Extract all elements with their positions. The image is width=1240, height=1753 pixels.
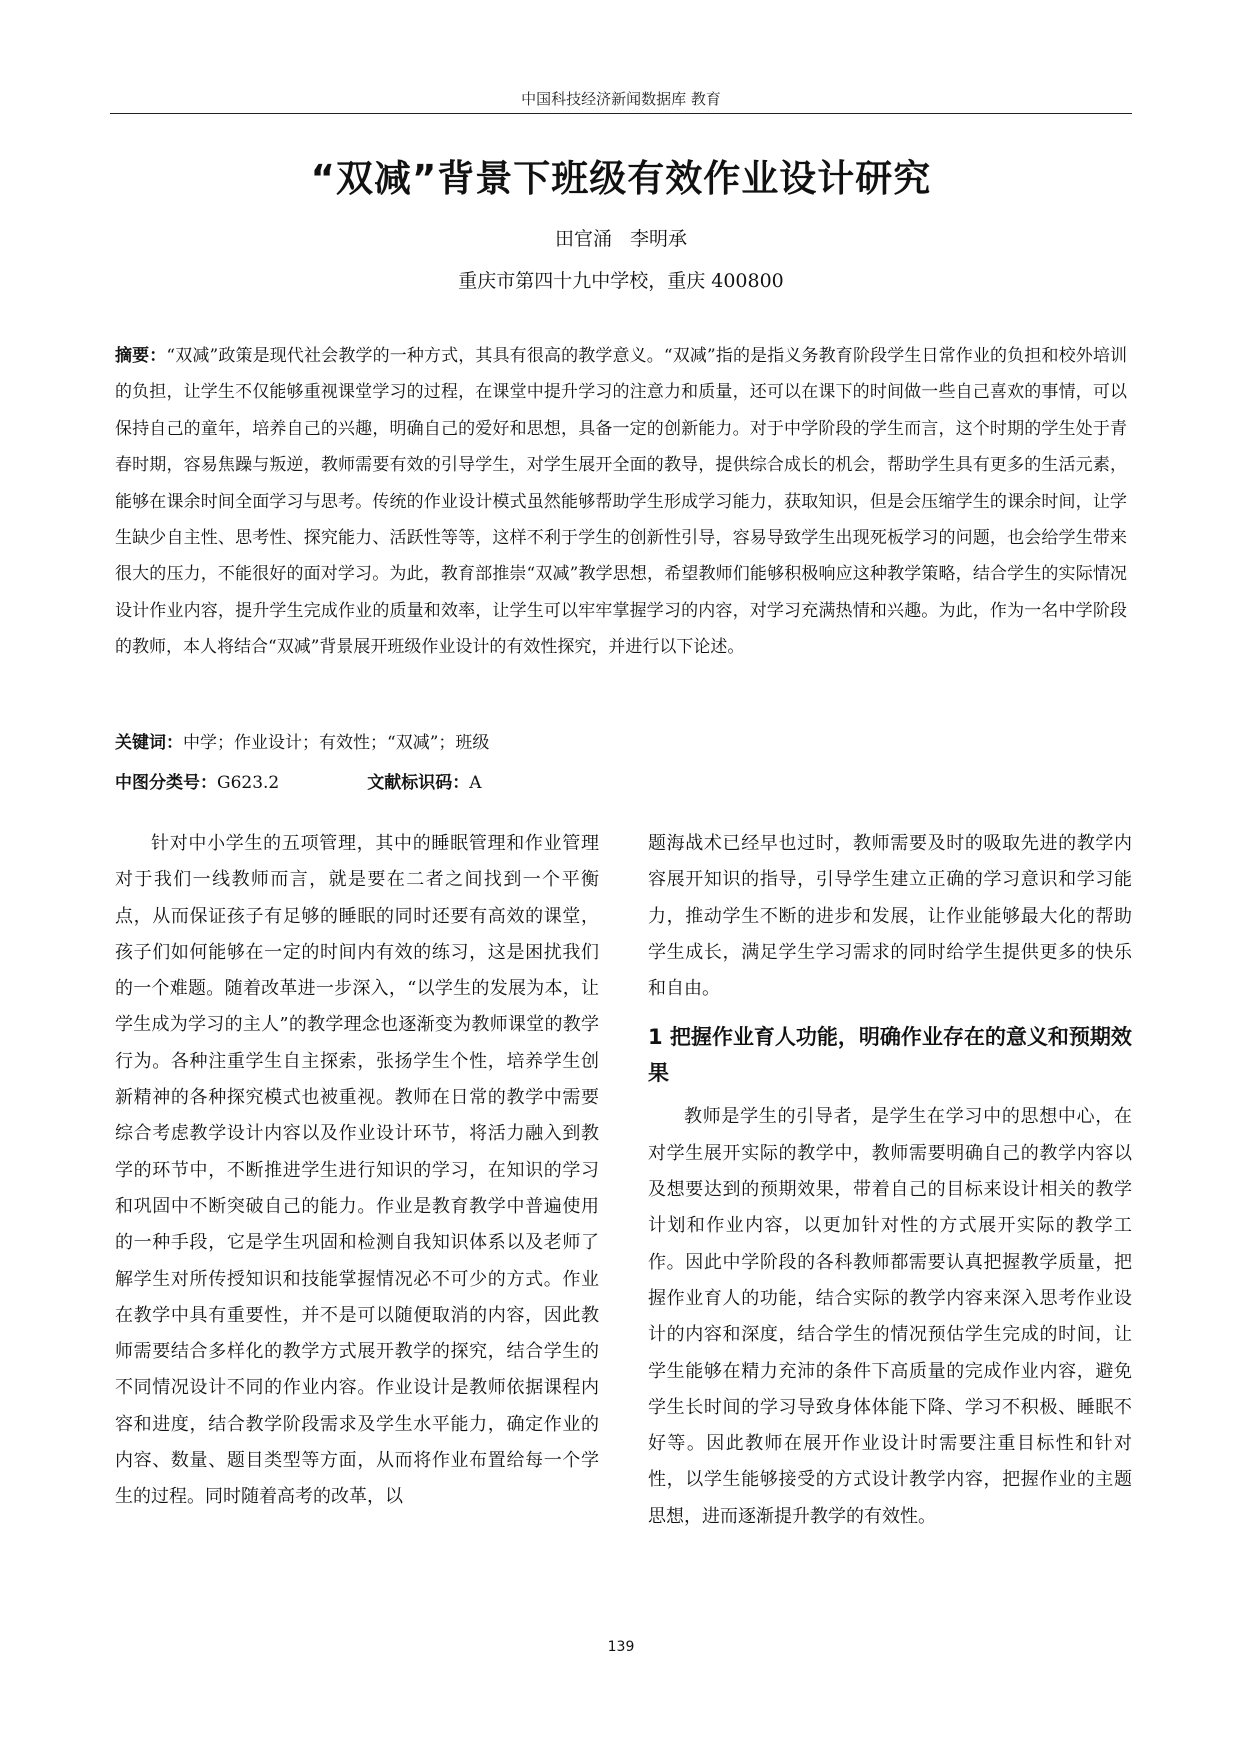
abstract-label: 摘要： xyxy=(115,346,167,366)
running-header xyxy=(110,88,1132,109)
clc-label: 中图分类号： xyxy=(115,773,217,793)
right-column xyxy=(648,826,1132,1535)
keywords xyxy=(115,728,1127,753)
running-title: 中国科技经济新闻数据库 教育 xyxy=(521,90,721,108)
keywords-label: 关键词： xyxy=(115,733,183,753)
abstract-text: “双减”政策是现代社会教学的一种方式，其具有很高的教学意义。“双减”指的是指义务教育阶段学生日常作业的负担和校外培训的负担，让学生不仅能够重视课堂学习的过程，在课堂中提升学习的注意力和质量，还可以在课下的时间做一些自己喜欢的事情，可以保持自己的童年，培养自己的兴趣，明确自己的爱好和思想，具备一定的创新能力。对于中学阶段的学生而言，这个时期的学生处于青春时期，容易焦躁与叛逆，教师需要有效的引导学生，对学生展开全面的教导，提供综合成长的机会，帮助学生具有更多的生活元素，能够在课余时间全面学习与思考。传统的作业设计模式虽然能够帮助学生形成学习能力，获取知识，但是会压缩学生的课余时间，让学生缺少自主性、思考性、探究能力、活跃性等等，这样不利于学生的创新性引导，容易导致学生出现死板学习的问题，也会给学生带来很大的压力，不能很好的面对学习。为此，教育部推崇“双减”教学思想，希望教师们能够积极响应这种教学策略，结合学生的实际情况设计作业内容，提升学生完成作业的质量和效率，让学生可以牢牢掌握学习的内容，对学习充满热情和兴趣。为此，作为一名中学阶段的教师，本人将结合“双减”背景展开班级作业设计的有效性探究，并进行以下论述。 xyxy=(115,346,1128,658)
doc-code-value: A xyxy=(469,773,482,793)
left-column xyxy=(115,826,599,1516)
body-paragraph-continuation: 题海战术已经早也过时，教师需要及时的吸取先进的教学内容展开知识的指导，引导学生建立正确的学习意识和学习能力，推动学生不断的进步和发展，让作业能够最大化的帮助学生成长，满足学生学习需求的同时给学生提供更多的快乐和自由。 xyxy=(648,833,1132,1000)
section-heading: 1 把握作业育人功能，明确作业存在的意义和预期效果 xyxy=(648,1025,1132,1086)
authors: 田官涌 李明承 xyxy=(554,228,688,250)
body-paragraph: 针对中小学生的五项管理，其中的睡眠管理和作业管理对于我们一线教师而言，就是要在二者之间找到一个平衡点，从而保证孩子有足够的睡眠的同时还要有高效的课堂，孩子们如何能够在一定的时间内有效的练习，这是困扰我们的一个难题。随着改革进一步深入，“以学生的发展为本，让学生成为学习的主人”的教学理念也逐渐变为教师课堂的教学行为。各种注重学生自主探索，张扬学生个性，培养学生创新精神的各种探究模式也被重视。教师在日常的教学中需要综合考虑教学设计内容以及作业设计环节，将活力融入到教学的环节中，不断推进学生进行知识的学习，在知识的学习和巩固中不断突破自己的能力。作业是教育教学中普遍使用的一种手段，它是学生巩固和检测自我知识体系以及老师了解学生对所传授知识和技能掌握情况必不可少的方式。作业在教学中具有重要性，并不是可以随便取消的内容，因此教师需要结合多样化的教学方式展开教学的探究，结合学生的不同情况设计不同的作业内容。作业设计是教师依据课程内容和进度，结合教学阶段需求及学生水平能力，确定作业的内容、数量、题目类型等方面，从而将作业布置给每一个学生的过程。同时随着高考的改革，以 xyxy=(115,833,599,1508)
page-number: 139 xyxy=(607,1639,635,1655)
doc-code-label: 文献标识码： xyxy=(367,773,470,793)
paper-title: “双减”背景下班级有效作业设计研究 xyxy=(310,157,932,200)
classification-line xyxy=(115,768,1127,793)
affiliation: 重庆市第四十九中学校，重庆 400800 xyxy=(458,270,784,292)
section-paragraph: 教师是学生的引导者，是学生在学习中的思想中心，在对学生展开实际的教学中，教师需要明确自己的教学内容以及想要达到的预期效果，带着自己的目标来设计相关的教学计划和作业内容，以更加针对性的方式展开实际的教学工作。因此中学阶段的各科教师都需要认真把握教学质量，把握作业育人的功能，结合实际的教学内容来深入思考作业设计的内容和深度，结合学生的情况预估学生完成的时间，让学生能够在精力充沛的条件下高质量的完成作业内容，避免学生长时间的学习导致身体体能下降、学习不积极、睡眠不好等。因此教师在展开作业设计时需要注重目标性和针对性，以学生能够接受的方式设计教学内容，把握作业的主题思想，进而逐渐提升教学的有效性。 xyxy=(648,1106,1132,1527)
keywords-text: 中学；作业设计；有效性；“双减”；班级 xyxy=(183,733,490,753)
header-rule xyxy=(110,113,1132,114)
abstract xyxy=(115,338,1127,666)
clc-value: G623.2 xyxy=(217,773,280,793)
